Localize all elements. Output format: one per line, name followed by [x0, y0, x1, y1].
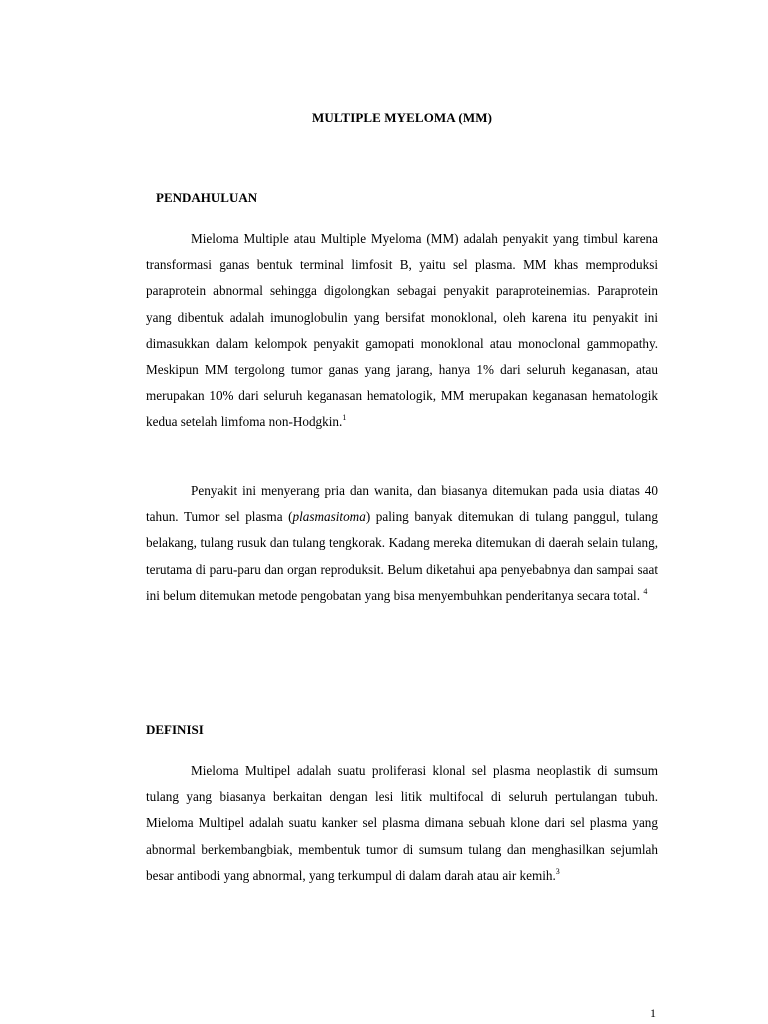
paragraph-text: ) paling banyak ditemukan di tulang panggul, tulang belakang, tulang rusuk dan tulang tengkorak. Kadang mereka ditemukan di daerah selain tulang, terutama di paru-paru dan organ reproduksit. Belum diketahui apa penyebabnya dan sampai saat ini belum ditemukan metode pengobatan yang bisa menyembuhkan penderitanya secara total.: [146, 509, 658, 603]
paragraph-text: Penyakit ini menyerang pria dan wanita, dan biasanya ditemukan pada usia diatas 40 tahun. Tumor sel plasma (: [146, 483, 658, 525]
document-title: MULTIPLE MYELOMA (MM): [312, 110, 492, 125]
paragraph-text: Mieloma Multipel adalah suatu proliferasi klonal sel plasma neoplastik di sumsum tulang yang biasanya berkaitan dengan lesi litik multifocal di seluruh pertulangan tubuh. Mieloma Multipel adalah suatu kanker sel plasma dimana sebuah klone dari sel plasma yang abnormal berkembangbiak, membentuk tumor di sumsum tulang dan menghasilkan sejumlah besar antibodi yang abnormal, yang terkumpul di dalam darah atau air kemih.: [146, 763, 658, 883]
italic-term: plasmasitoma: [292, 509, 366, 525]
paragraph-definisi-1: [146, 758, 658, 889]
paragraph-pendahuluan-2: [146, 478, 658, 609]
footnote-ref: 4: [643, 586, 648, 596]
footnote-ref: 3: [555, 866, 560, 876]
paragraph-text: Mieloma Multiple atau Multiple Myeloma (MM) adalah penyakit yang timbul karena transformasi ganas bentuk terminal limfosit B, yaitu sel plasma. MM khas memproduksi paraprotein abnormal sehingga digolongkan sebagai penyakit paraproteinemias. Paraprotein yang dibentuk adalah imunoglobulin yang bersifat monoklonal, oleh karena itu penyakit ini dimasukkan dalam kelompok penyakit gamopati monoklonal atau monoclonal gammopathy. Meskipun MM tergolong tumor ganas yang jarang, hanya 1% dari seluruh keganasan, atau merupakan 10% dari seluruh keganasan hematologik, MM merupakan keganasan hematologik kedua setelah limfoma non-Hodgkin.: [146, 231, 658, 430]
paragraph-pendahuluan-1: [146, 226, 658, 436]
section-heading-pendahuluan: PENDAHULUAN: [156, 190, 258, 205]
page-number: 1: [650, 1006, 656, 1020]
footnote-ref: 1: [342, 413, 347, 423]
section-heading-definisi: DEFINISI: [146, 722, 204, 737]
